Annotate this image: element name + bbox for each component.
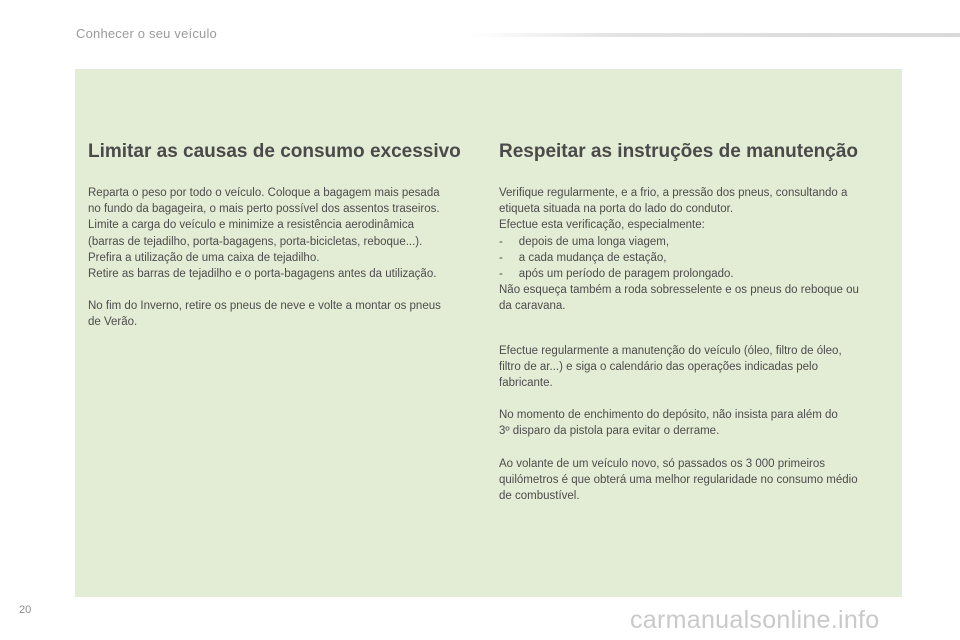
text-line: Reparta o peso por todo o veículo. Coloque a bagagem mais pesada [88, 187, 440, 199]
bullet-line: - após um período de paragem prolongado. [499, 268, 734, 281]
left-paragraph-2 [88, 298, 468, 330]
text-line: Não esqueça também a roda sobresselente e os pneus do reboque ou [499, 284, 859, 297]
content-panel [75, 69, 902, 597]
text-line: No fim do Inverno, retire os pneus de neve e volte a montar os pneus [88, 300, 441, 313]
text-line: no fundo da bagageira, o mais perto possível dos assentos traseiros. [88, 203, 440, 216]
header-divider [470, 33, 960, 37]
right-paragraph-1 [499, 185, 891, 315]
right-paragraph-2 [499, 343, 891, 392]
watermark-link[interactable]: carmanualsonline.info [630, 606, 880, 634]
text-line: Verifique regularmente, e a frio, a pressão dos pneus, consultando a [499, 187, 848, 199]
left-column [88, 141, 468, 347]
text-line: 3º disparo da pistola para evitar o derrame. [499, 425, 720, 438]
bullet-line: - depois de uma longa viagem, [499, 235, 670, 248]
right-paragraph-3 [499, 407, 891, 439]
text-line: de Verão. [88, 316, 138, 329]
text-line: Ao volante de um veículo novo, só passados os 3 000 primeiros [499, 457, 826, 470]
text-line: etiqueta situada na porta do lado do condutor. [499, 203, 734, 216]
left-heading: Limitar as causas de consumo excessivo [88, 141, 461, 162]
text-line: filtro de ar...) e siga o calendário das operações indicadas pelo [499, 360, 819, 373]
bullet-line: - a cada mudança de estação, [499, 251, 667, 264]
text-line: Efectue esta verificação, especialmente: [499, 219, 705, 232]
right-column [499, 141, 891, 520]
text-line: (barras de tejadilho, porta-bagagens, porta-bicicletas, reboque...). [88, 235, 423, 248]
right-paragraph-4 [499, 456, 891, 505]
text-line: No momento de enchimento do depósito, não insista para além do [499, 409, 838, 422]
right-heading: Respeitar as instruções de manutenção [499, 141, 859, 162]
text-line: fabricante. [499, 377, 553, 390]
text-line: Retire as barras de tejadilho e o porta-bagagens antes da utilização. [88, 268, 437, 281]
text-line: Limite a carga do veículo e minimize a resistência aerodinâmica [88, 219, 414, 232]
text-line: da caravana. [499, 300, 566, 313]
text-line: de combustível. [499, 490, 580, 503]
section-title: Conhecer o seu veículo [76, 26, 217, 41]
page-number: 20 [19, 604, 32, 616]
text-line: Prefira a utilização de uma caixa de tejadilho. [88, 251, 320, 264]
text-line: Efectue regularmente a manutenção do veículo (óleo, filtro de óleo, [499, 344, 842, 357]
left-paragraph-1 [88, 185, 468, 282]
text-line: quilómetros é que obterá uma melhor regularidade no consumo médio [499, 473, 858, 486]
